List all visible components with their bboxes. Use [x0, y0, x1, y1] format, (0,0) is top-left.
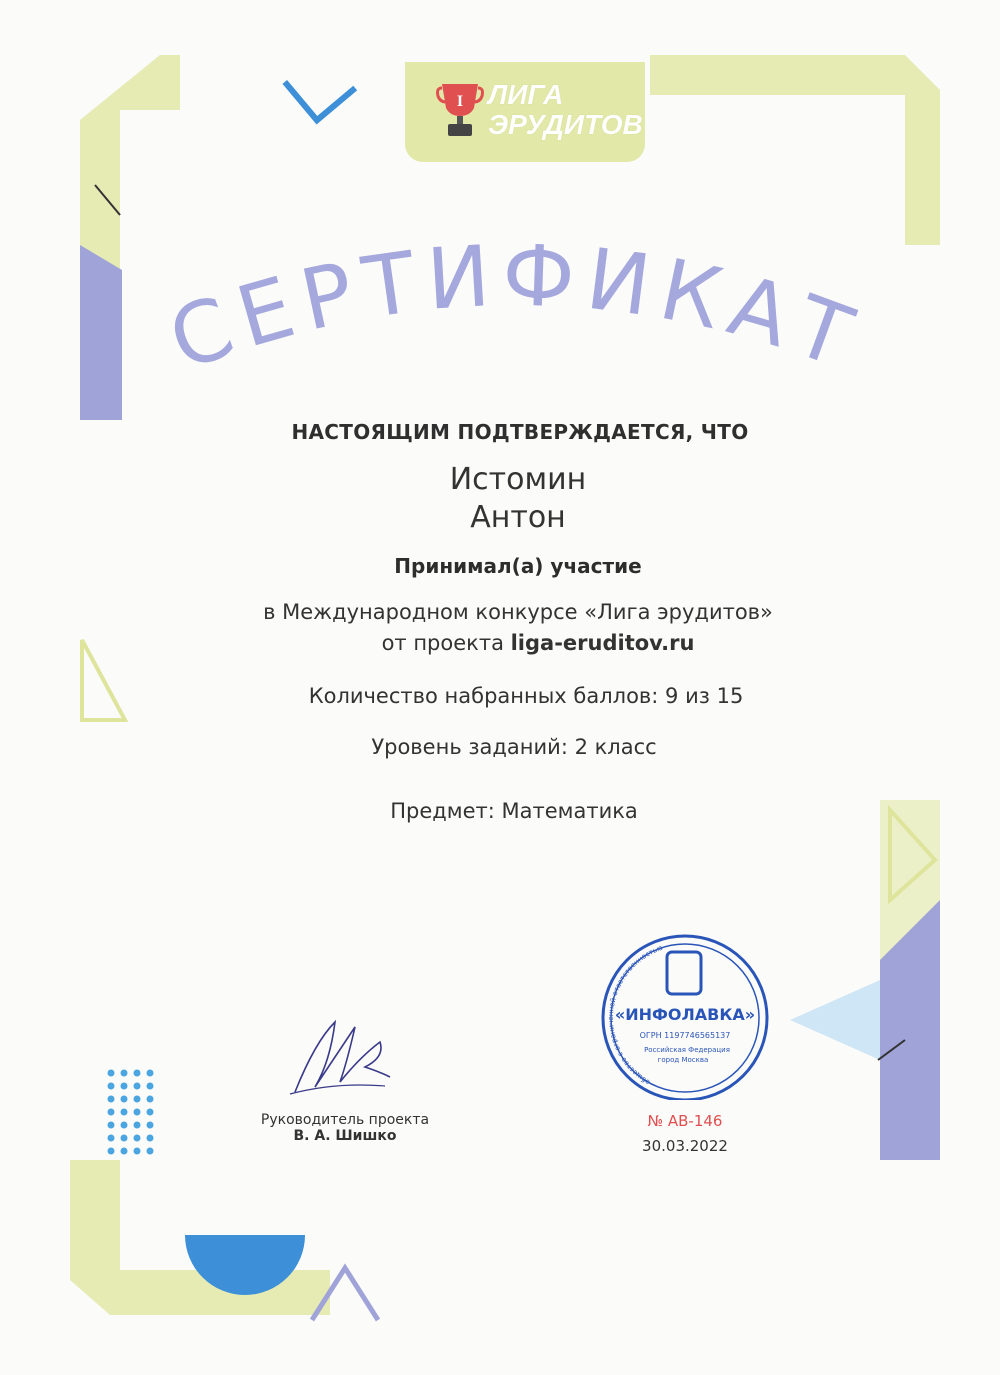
logo-line2: ЭРУДИТОВ	[488, 109, 643, 140]
stamp-book-icon	[667, 952, 701, 994]
signer-role: Руководитель проекта	[260, 1112, 430, 1128]
score-text: Количество набранных баллов: 9 из 15	[308, 684, 744, 708]
project-line	[38, 631, 1000, 655]
signature	[285, 1012, 395, 1102]
certificate-number: № АВ-146	[647, 1112, 723, 1130]
project-site: liga-eruditov.ru	[510, 631, 695, 655]
light-blue-triangle	[790, 980, 880, 1060]
trophy-icon	[436, 78, 484, 140]
stamp-city: город Москва	[657, 1056, 709, 1064]
participant-first-name: Антон	[470, 500, 566, 535]
organization-stamp	[595, 930, 775, 1100]
stamp-ring-text: общество с ограниченной ответственностью	[607, 943, 664, 1087]
dot-grid	[108, 1070, 154, 1155]
participant-surname: Истомин	[449, 462, 587, 497]
participation-text: Принимал(а) участие	[394, 554, 642, 578]
subject-text: Предмет: Математика	[390, 799, 638, 823]
top-right-bracket	[650, 55, 940, 245]
level-text: Уровень заданий: 2 класс	[371, 735, 657, 759]
logo-line1: ЛИГА	[488, 79, 564, 110]
stamp-country: Российская Федерация	[644, 1046, 730, 1054]
svg-text:СЕРТИФИКАТ	[157, 240, 873, 390]
stamp-org: «ИНФОЛАВКА»	[614, 1005, 756, 1024]
cup-number: I	[456, 93, 464, 110]
certificate-title	[120, 240, 910, 410]
contest-line: в Международном конкурсе «Лига эрудитов»	[263, 600, 773, 624]
left-lavender-bar	[80, 245, 122, 420]
confirmation-text: НАСТОЯЩИМ ПОДТВЕРЖДАЕТСЯ, ЧТО	[291, 420, 749, 444]
certificate-date: 30.03.2022	[642, 1137, 728, 1155]
signer-name: В. А. Шишко	[293, 1128, 397, 1144]
blue-chevron	[285, 50, 355, 120]
stamp-ogrn: ОГРН 1197746565137	[639, 1031, 731, 1040]
title-text: СЕРТИФИКАТ	[156, 240, 874, 390]
logo-text	[488, 79, 643, 140]
project-prefix: от проекта	[381, 631, 511, 655]
signer-block	[255, 1112, 435, 1144]
